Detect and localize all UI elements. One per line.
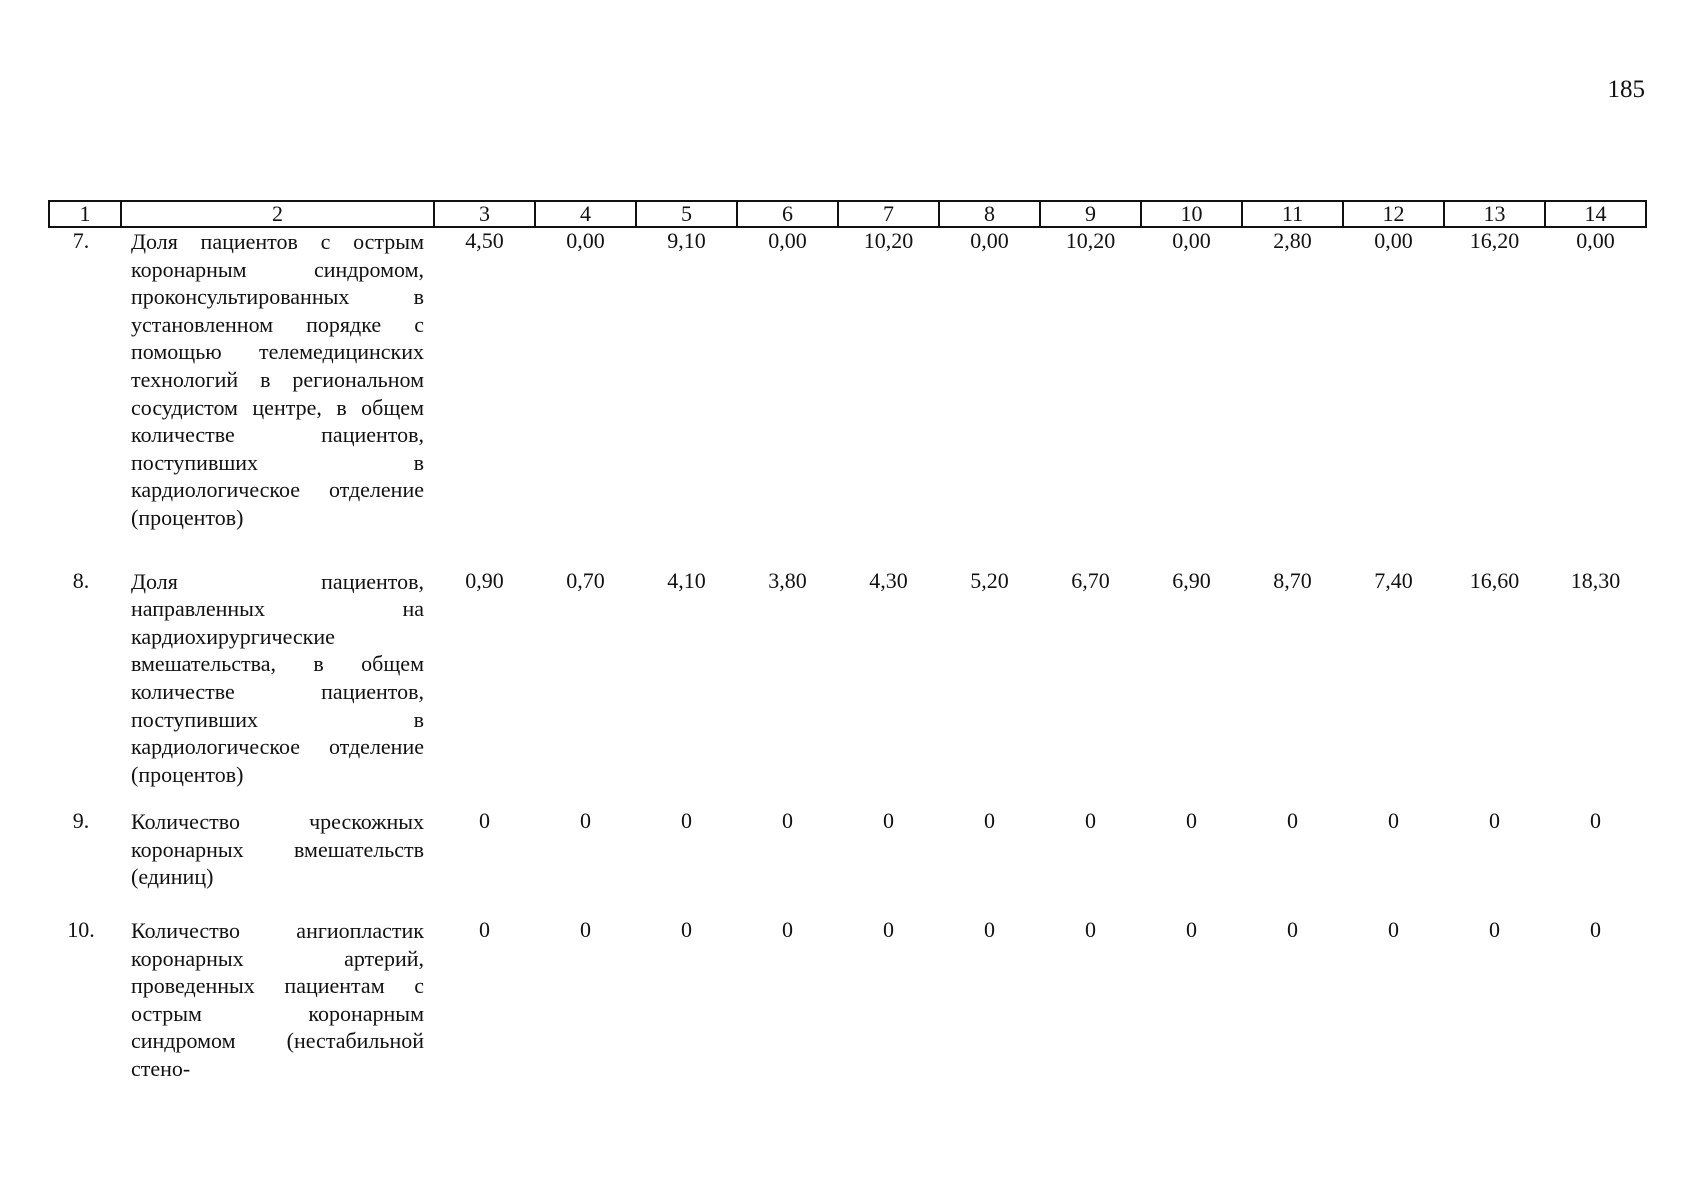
value-cell: 0 <box>782 917 793 943</box>
value-cell: 0 <box>681 917 692 943</box>
value-cell: 0 <box>984 808 995 834</box>
table-row <box>49 568 1646 809</box>
table-row <box>49 917 1646 1083</box>
value-cell: 8,70 <box>1273 567 1312 593</box>
indicator-name: Количество ангиопластик коронарных артерий, проведенных пациентам с острым коронарным синдромом (нестабильной стено- <box>131 918 424 1082</box>
value-cell: 6,70 <box>1071 567 1110 593</box>
header-row <box>49 201 1646 227</box>
header-col-8: 8 <box>939 201 1040 227</box>
header-col-7: 7 <box>838 201 939 227</box>
value-cell: 0,00 <box>1172 228 1211 253</box>
value-cell: 6,90 <box>1172 567 1211 593</box>
value-cell: 0 <box>1590 917 1601 943</box>
value-cell: 18,30 <box>1570 567 1621 593</box>
value-cell: 16,60 <box>1469 567 1520 593</box>
table-row <box>49 227 1646 568</box>
value-cell: 0 <box>782 808 793 834</box>
table-header <box>49 201 1646 227</box>
value-cell: 3,80 <box>768 567 807 593</box>
value-cell: 0 <box>1186 808 1197 834</box>
value-cell: 0 <box>580 808 591 834</box>
indicator-name: Доля пациентов, направленных на кардиохирургические вмешательства, в общем количестве пациентов, поступивших в кардиологическое отделение (процентов) <box>131 568 424 787</box>
value-cell: 0,90 <box>465 567 504 593</box>
value-cell: 0 <box>1287 917 1298 943</box>
value-cell: 0,00 <box>566 228 605 253</box>
header-col-6: 6 <box>737 201 838 227</box>
header-col-1: 1 <box>49 201 121 227</box>
header-col-9: 9 <box>1040 201 1141 227</box>
header-col-13: 13 <box>1444 201 1545 227</box>
value-cell: 4,50 <box>465 228 504 253</box>
value-cell: 0 <box>1590 808 1601 834</box>
value-cell: 4,30 <box>869 567 908 593</box>
table-body <box>49 227 1646 1083</box>
row-number: 7. <box>72 228 90 253</box>
value-cell: 0,00 <box>1576 228 1615 253</box>
value-cell: 0 <box>1186 917 1197 943</box>
page-number: 185 <box>1607 76 1645 103</box>
header-col-10: 10 <box>1141 201 1242 227</box>
row-number: 8. <box>72 567 90 593</box>
row-number: 9. <box>72 808 90 834</box>
header-col-11: 11 <box>1242 201 1343 227</box>
indicators-table <box>48 200 1647 1083</box>
header-col-12: 12 <box>1343 201 1444 227</box>
value-cell: 10,20 <box>863 228 914 253</box>
value-cell: 0 <box>1085 917 1096 943</box>
header-col-2: 2 <box>121 201 434 227</box>
row-number: 10. <box>67 917 95 943</box>
value-cell: 0 <box>1388 917 1399 943</box>
value-cell: 5,20 <box>970 567 1009 593</box>
value-cell: 0,70 <box>566 567 605 593</box>
value-cell: 2,80 <box>1273 228 1312 253</box>
value-cell: 0 <box>1489 808 1500 834</box>
value-cell: 0 <box>479 808 490 834</box>
value-cell: 0 <box>1287 808 1298 834</box>
table-row <box>49 808 1646 917</box>
value-cell: 0 <box>883 808 894 834</box>
value-cell: 0 <box>681 808 692 834</box>
value-cell: 0 <box>984 917 995 943</box>
value-cell: 0,00 <box>970 228 1009 253</box>
value-cell: 0 <box>1388 808 1399 834</box>
value-cell: 0 <box>580 917 591 943</box>
header-col-3: 3 <box>434 201 535 227</box>
value-cell: 10,20 <box>1065 228 1116 253</box>
value-cell: 0 <box>1085 808 1096 834</box>
indicator-name: Доля пациентов с острым коронарным синдромом, проконсультированных в установленном порядке с помощью телемедицинских технологий в региональном сосудистом центре, в общем количестве пациентов, поступивших в кардиологическое отделение (процентов) <box>131 229 424 530</box>
value-cell: 0 <box>479 917 490 943</box>
header-col-4: 4 <box>535 201 636 227</box>
value-cell: 9,10 <box>667 228 706 253</box>
header-col-5: 5 <box>636 201 737 227</box>
value-cell: 0,00 <box>768 228 807 253</box>
value-cell: 0 <box>1489 917 1500 943</box>
value-cell: 16,20 <box>1469 228 1520 253</box>
value-cell: 4,10 <box>667 567 706 593</box>
header-col-14: 14 <box>1545 201 1646 227</box>
value-cell: 0 <box>883 917 894 943</box>
indicator-name: Количество чрескожных коронарных вмешательств (единиц) <box>131 809 424 890</box>
value-cell: 0,00 <box>1374 228 1413 253</box>
value-cell: 7,40 <box>1374 567 1413 593</box>
